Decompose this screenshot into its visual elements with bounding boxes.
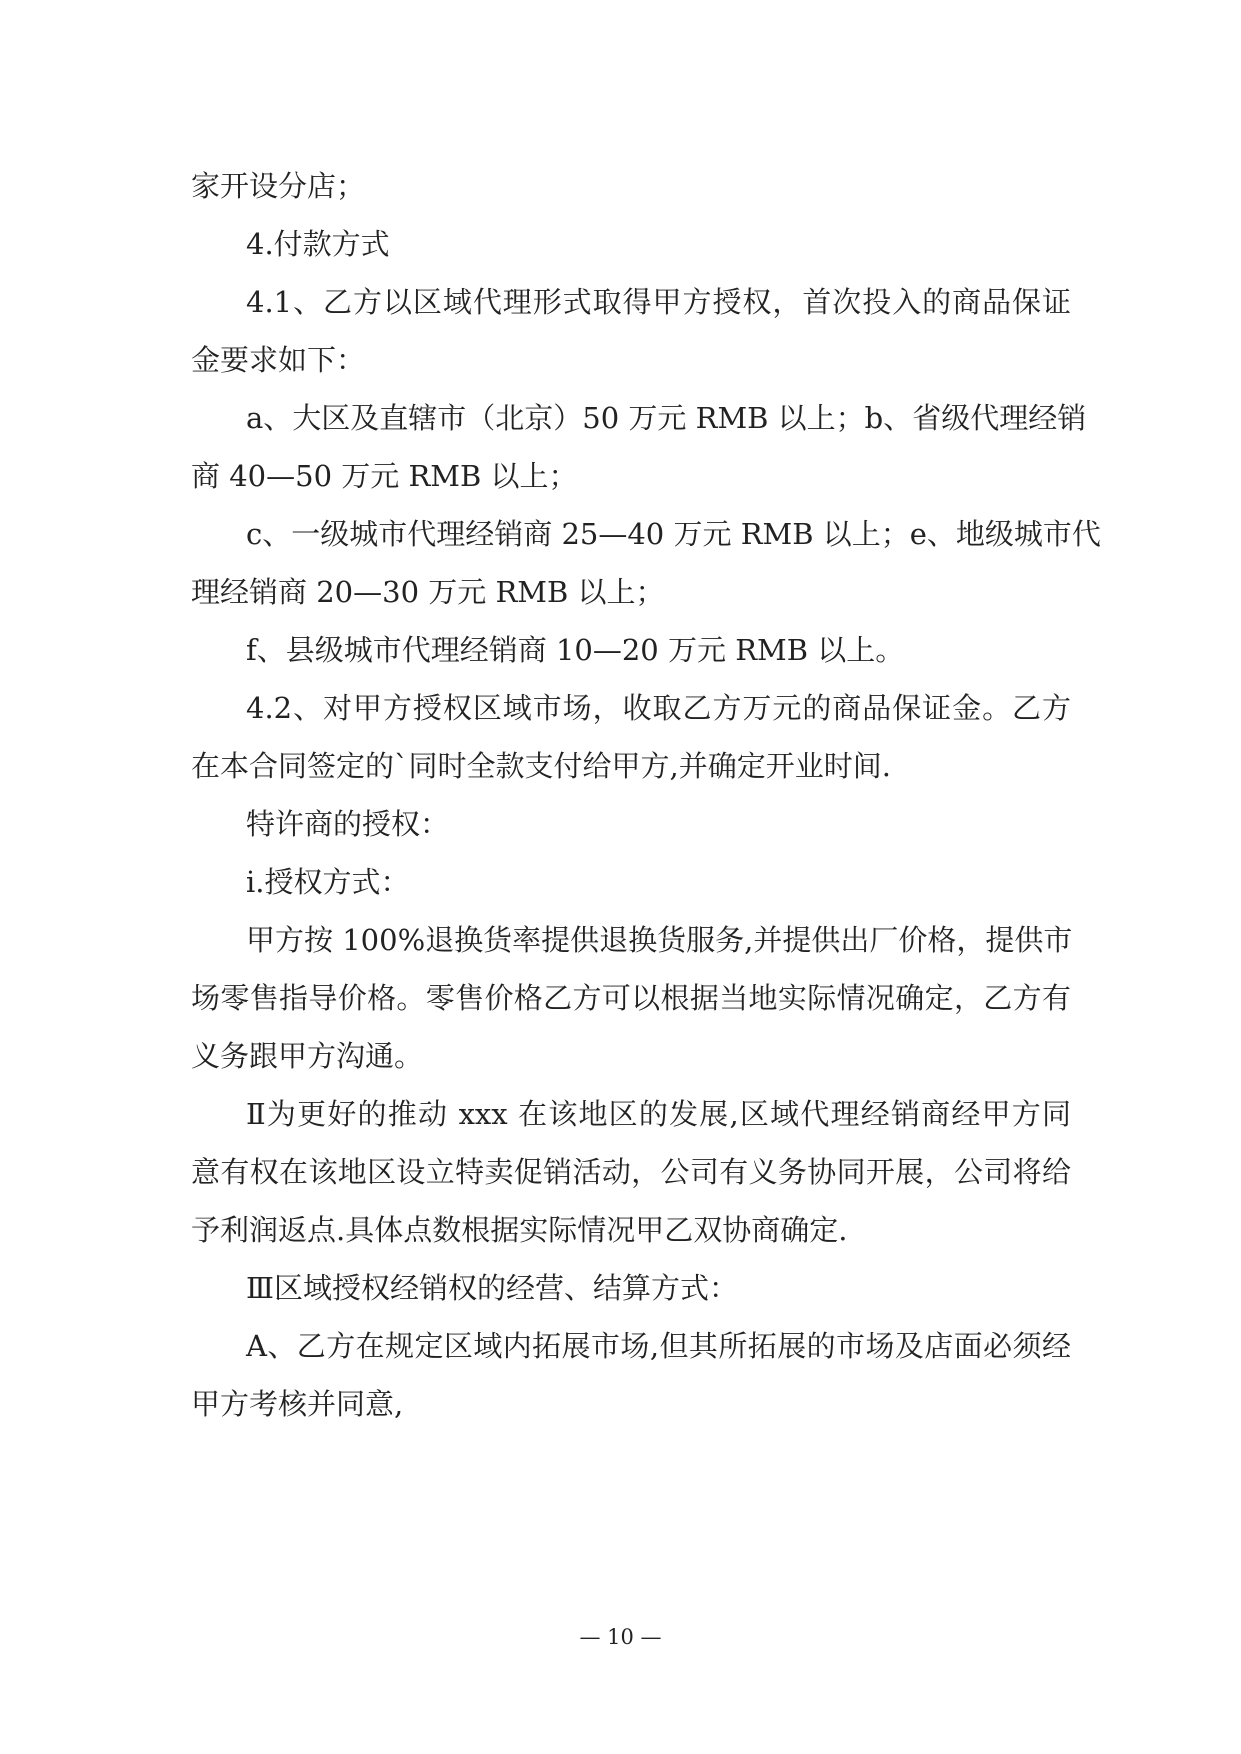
clause-4-2-line-1: 4.2、对甲方授权区域市场，收取乙方万元的商品保证金。乙方 <box>246 691 1071 725</box>
paragraph-iii-heading: Ⅲ区域授权经销权的经营、结算方式： <box>246 1271 738 1305</box>
clause-4-1-line-1: 4.1、乙方以区域代理形式取得甲方授权，首次投入的商品保证 <box>246 285 1071 319</box>
section-heading-authorization: 特许商的授权： <box>246 807 450 841</box>
item-a-line-1: a、大区及直辖市（北京）50 万元 RMB 以上；b、省级代理经销 <box>246 401 1087 435</box>
clause-4-2-line-2: 在本合同签定的`同时全款支付给甲方,并确定开业时间. <box>191 749 891 783</box>
paragraph-i-line-2: 场零售指导价格。零售价格乙方可以根据当地实际情况确定，乙方有 <box>191 981 1071 1015</box>
section-heading-payment: 4.付款方式 <box>246 227 390 261</box>
clause-4-1-line-2: 金要求如下： <box>191 343 366 377</box>
paragraph-a-line-2: 甲方考核并同意, <box>191 1387 404 1421</box>
item-c-line-1: c、一级城市代理经销商 25—40 万元 RMB 以上；e、地级城市代 <box>246 517 1101 551</box>
subheading-authorization-method: i.授权方式： <box>246 865 410 899</box>
paragraph-i-line-1: 甲方按 100%退换货率提供退换货服务,并提供出厂价格，提供市 <box>246 923 1073 957</box>
item-c-line-2: 理经销商 20—30 万元 RMB 以上； <box>191 575 665 609</box>
paragraph-i-line-3: 义务跟甲方沟通。 <box>191 1039 424 1073</box>
paragraph-ii-line-1: Ⅱ为更好的推动 xxx 在该地区的发展,区域代理经销商经甲方同 <box>246 1097 1071 1131</box>
paragraph-ii-line-3: 予利润返点.具体点数根据实际情况甲乙双协商确定. <box>191 1213 848 1247</box>
paragraph-ii-line-2: 意有权在该地区设立特卖促销活动，公司有义务协同开展，公司将给 <box>191 1155 1071 1189</box>
item-f-line: f、县级城市代理经销商 10—20 万元 RMB 以上。 <box>246 633 905 667</box>
page-number: — 10 — <box>579 1625 662 1649</box>
text-line-1: 家开设分店； <box>191 169 366 203</box>
paragraph-a-line-1: A、乙方在规定区域内拓展市场,但其所拓展的市场及店面必须经 <box>246 1329 1071 1363</box>
item-a-line-2: 商 40—50 万元 RMB 以上； <box>191 459 578 493</box>
